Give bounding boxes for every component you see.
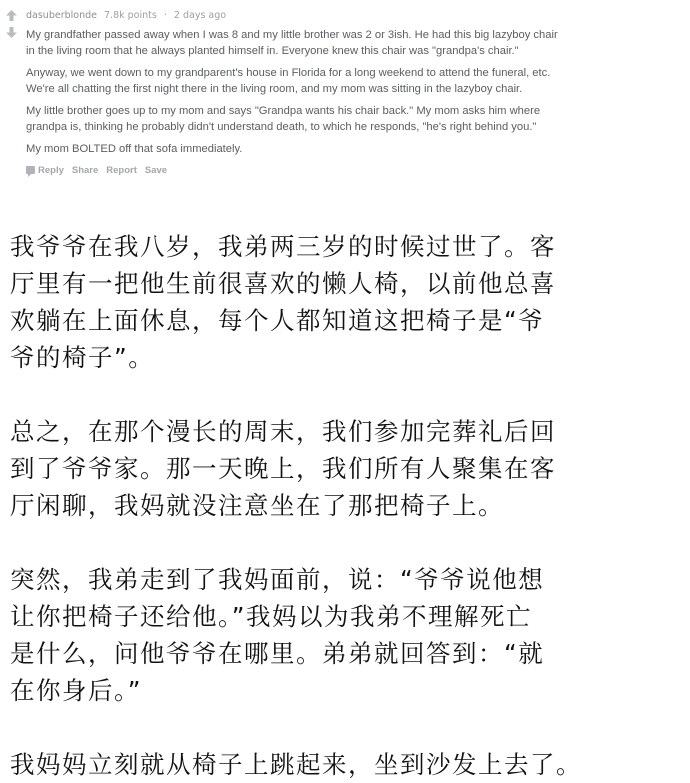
translation-line: 总之，在那个漫长的周末，我们参加完葬礼后回 (10, 417, 556, 446)
report-button[interactable]: Report (106, 164, 137, 176)
upvote-arrow-icon[interactable] (6, 10, 17, 21)
comment-actions (26, 165, 681, 176)
comment-line: My mom BOLTED off that sofa immediately. (26, 143, 243, 155)
reply-label: Reply (38, 164, 64, 176)
comment-body (26, 10, 681, 176)
translation-line: 在你身后。” (10, 676, 142, 705)
meta-separator: · (163, 10, 167, 21)
translation-paragraph (10, 561, 688, 709)
comment-meta (26, 10, 681, 22)
comment-line: My grandfather passed away when I was 8 and my little brother was 2 or 3ish. He had this big lazyboy chair (26, 29, 558, 41)
translation-paragraph (10, 228, 688, 376)
comment-paragraph (26, 142, 681, 158)
reply-button[interactable] (26, 165, 64, 176)
comment-author[interactable]: dasuberblonde (26, 10, 97, 21)
translation-line: 厅里有一把他生前很喜欢的懒人椅，以前他总喜 (10, 269, 556, 298)
reddit-comment (0, 0, 690, 205)
comment-line: We're all chatting the first night there in the living room, and my mom was sitting in the lazyboy chair. (26, 82, 523, 95)
comment-paragraph (26, 66, 681, 97)
translation-line: 让你把椅子还给他。”我妈以为我弟不理解死亡 (10, 602, 532, 631)
comment-line: My little brother goes up to my mom and says "Grandpa wants his chair back." My mom asks him where (26, 105, 541, 117)
translation-paragraph (10, 746, 688, 783)
share-button[interactable]: Share (71, 164, 99, 176)
translation-line: 厅闲聊，我妈就没注意坐在了那把椅子上。 (10, 491, 504, 520)
translation-line: 爷的椅子”。 (10, 343, 155, 372)
comment-paragraph (26, 28, 681, 59)
downvote-arrow-icon[interactable] (6, 27, 17, 38)
vote-column (4, 10, 18, 38)
comment-paragraph (26, 104, 681, 135)
comment-line: grandpa is, thinking he probably didn't understand death, to which he responds, "he's right behind you." (26, 120, 537, 133)
chat-bubble-icon (26, 166, 35, 174)
comment-line: Anyway, we went down to my grandparent's house in Florida for a long weekend to attend the funeral, etc. (26, 67, 551, 79)
chinese-translation (10, 228, 688, 783)
translation-line: 我爷爷在我八岁，我弟两三岁的时候过世了。客 (10, 232, 556, 261)
comment-time: 2 days ago (173, 10, 227, 21)
translation-line: 是什么，问他爷爷在哪里。弟弟就回答到：“就 (10, 639, 545, 668)
translation-line: 我妈妈立刻就从椅子上跳起来，坐到沙发上去了。 (10, 750, 582, 779)
save-button[interactable]: Save (144, 164, 168, 176)
translation-line: 突然，我弟走到了我妈面前，说：“爷爷说他想 (10, 565, 545, 594)
comment-points: 7.8k points (104, 10, 157, 21)
translation-paragraph (10, 413, 688, 524)
comment-line: in the living room that he always planted himself in. Everyone knew this chair was "grandpa's chair." (26, 44, 519, 57)
translation-line: 欢躺在上面休息，每个人都知道这把椅子是“爷 (10, 306, 545, 335)
translation-line: 到了爷爷家。那一天晚上，我们所有人聚集在客 (10, 454, 556, 483)
